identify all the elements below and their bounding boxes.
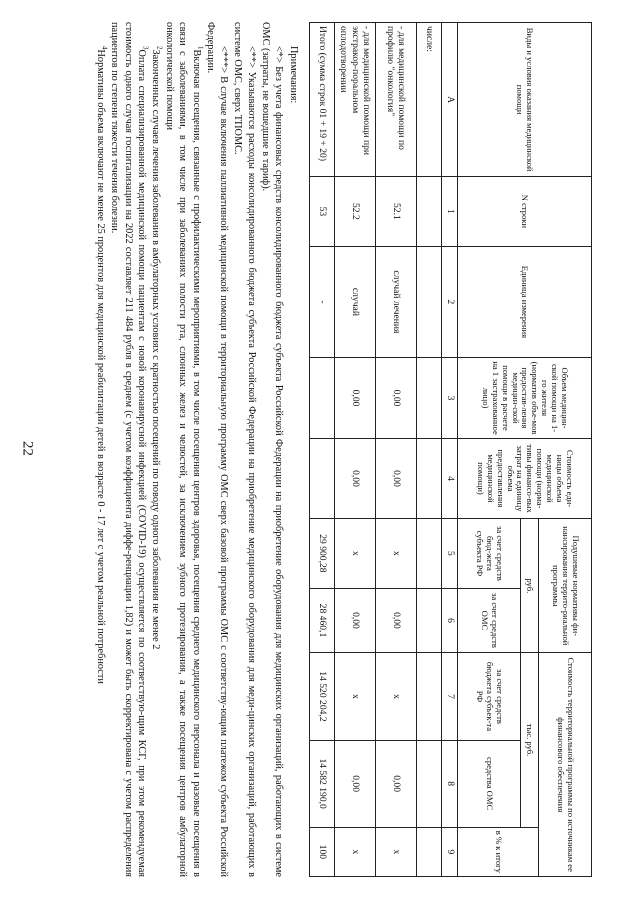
- row-number: 52.1: [376, 177, 417, 246]
- row-percent: 100: [310, 827, 335, 876]
- row-oms-cost: 0,00: [376, 740, 417, 827]
- col-num: 5: [442, 519, 458, 588]
- header-unit-cost: Стоимость еди-ницы объема медицинской помощи (норма-тивы финансо-вых затрат на единицу объема предоставления медицинской помощи): [458, 438, 592, 518]
- header-row-1: [539, 23, 592, 877]
- row-volume: 0,00: [335, 358, 376, 438]
- header-norm-unit: руб.: [521, 519, 539, 653]
- row-oms-norm: 28 460,1: [310, 588, 335, 653]
- row-number: 53: [310, 177, 335, 246]
- rotated-sheet: [32, 22, 592, 882]
- header-program-cost: Стоимость территориальной программы по источникам ее финансового обеспечения: [539, 653, 592, 877]
- table-row: [376, 23, 417, 877]
- row-unit: случай лечения: [376, 246, 417, 358]
- header-volume: Объем медицин-ской помощи на 1-го жителя (норматив объе-мов предостав-ления медицин-ской помощи в расчете на 1 застрахованное лицо): [458, 358, 592, 438]
- footnote-1-mark: 1: [196, 46, 205, 50]
- note-3: <***> В случае включения паллиативной медицинской помощи в территориальную программу ОМС сверх базовой программы ОМС с соответству-ющим платежом субъекта Российской Федерации.: [204, 22, 230, 877]
- row-budget-cost: х: [335, 653, 376, 740]
- row-name: - для медицинской помощи при экстракор-поральном оплодотворении: [335, 23, 376, 177]
- row-budget-cost: х: [376, 653, 417, 740]
- header-oms-2: средства ОМС: [458, 740, 521, 827]
- row-budget-norm: 29 900,28: [310, 519, 335, 588]
- row-unit-cost: 0,00: [376, 438, 417, 518]
- row-volume: [417, 358, 442, 438]
- row-percent: х: [335, 827, 376, 876]
- row-oms-cost: [417, 740, 442, 827]
- row-oms-norm: 0,00: [335, 588, 376, 653]
- header-care-type: Виды и условия оказания медицинской помощи: [458, 23, 592, 177]
- col-num: 9: [442, 827, 458, 876]
- header-budget-rf-2: за счет средств бюджета субъек-та РФ: [458, 653, 521, 740]
- row-volume: 0,00: [376, 358, 417, 438]
- row-number: [417, 177, 442, 246]
- row-volume: [310, 358, 335, 438]
- footnote-2-text: Законченных случаев лечения заболевания в амбулаторных условиях с кратностью посещений по поводу одного заболевания не менее 2: [149, 49, 161, 650]
- notes-section: [93, 22, 300, 877]
- footnote-3: [107, 22, 148, 877]
- footnote-2-mark: 2: [155, 46, 164, 50]
- page-number: 22: [19, 441, 36, 456]
- col-num: 2: [442, 246, 458, 358]
- row-unit: случай: [335, 246, 376, 358]
- header-unit: Единица измерения: [458, 246, 592, 358]
- row-budget-cost: 14 520 204,2: [310, 653, 335, 740]
- header-row-number: N строки: [458, 177, 592, 246]
- row-unit: -: [310, 246, 335, 358]
- row-percent: [417, 827, 442, 876]
- table-row-total: [310, 23, 335, 877]
- header-per-capita-norms: Подушевые нормативы фи-нансирования террито-риальной программы: [539, 519, 592, 653]
- row-unit-cost: [417, 438, 442, 518]
- footnote-1-text: Включая посещения, связанные с профилактическими мероприятиями, в том числе посещения центров здоровья, посещения среднего медицинского персонала и разовые посещения в связи с заболеваниями, в том числе при заболеваниях полости рта, слюнных желез и челюстей, за исключением зубного протезирования, а также посещения центров амбулаторной онкологической помощи: [163, 22, 203, 877]
- col-num: 4: [442, 438, 458, 518]
- row-budget-cost: [417, 653, 442, 740]
- col-num: 8: [442, 740, 458, 827]
- row-oms-norm: [417, 588, 442, 653]
- medical-care-cost-table: [309, 22, 592, 877]
- header-cost-unit: тыс. руб.: [521, 653, 539, 827]
- col-num: 1: [442, 177, 458, 246]
- row-unit: [417, 246, 442, 358]
- col-num: 3: [442, 358, 458, 438]
- footnote-2: [148, 22, 162, 877]
- footnote-4: [93, 22, 107, 877]
- row-number: 52.2: [335, 177, 376, 246]
- col-num: 7: [442, 653, 458, 740]
- header-percent-total: в % к итогу: [458, 827, 539, 876]
- footnote-3-mark: 3: [141, 46, 150, 50]
- row-budget-norm: х: [376, 519, 417, 588]
- footnote-4-text: Нормативы объема включают не менее 25 процентов для медицинской реабилитации детей в возрасте 0 - 17 лет с учетом реальной потребности: [95, 49, 107, 684]
- table-row: [417, 23, 442, 877]
- row-unit-cost: 0,00: [335, 438, 376, 518]
- row-budget-norm: [417, 519, 442, 588]
- row-budget-norm: х: [335, 519, 376, 588]
- footnote-1: [162, 22, 203, 877]
- column-number-row: [442, 23, 458, 877]
- row-oms-norm: 0,00: [376, 588, 417, 653]
- note-2: <**> Указываются расходы консолидированного бюджета субъекта Российской Федерации на приобретение медицинского оборудования для меди-цинских организаций, работающих в системе ОМС, сверх ТПОМС.: [232, 22, 257, 877]
- footnote-4-mark: 4: [100, 46, 109, 50]
- header-budget-rf: за счет средств бюд-жета субъекта РФ: [458, 519, 521, 588]
- row-percent: х: [376, 827, 417, 876]
- notes-title: Примечания:: [288, 46, 299, 104]
- col-num: А: [442, 23, 458, 177]
- table-row: [335, 23, 376, 877]
- row-oms-cost: 14 582 190,0: [310, 740, 335, 827]
- note-1: <*> Без учета финансовых средств консолидированного бюджета субъекта Российской Федерации на приобретение оборудования для медицинских организаций, работающих в системе ОМС (затраты, не вошедшие в тариф).: [259, 22, 285, 877]
- row-unit-cost: [310, 438, 335, 518]
- row-name: - для медицинской помощи по профилю "онкология": [376, 23, 417, 177]
- col-num: 6: [442, 588, 458, 653]
- header-oms: за счет средств ОМС: [458, 588, 521, 653]
- row-oms-cost: 0,00: [335, 740, 376, 827]
- row-name: числе:: [417, 23, 442, 177]
- footnote-3-text: Оплата специализированной медицинской помощи пациентам с новой коронавирусной инфекцией (COVID-19) осуществляется по соответствую-щим КСГ, при этом рекомендуемая стоимость одного случая госпитализации на 2022 составляет 211 484 рубля в среднем (с учетом коэффициента диффе-ренциации 1,82) и может быть скорректирована с учетом распределения пациентов по степени тяжести течения болезни.: [108, 22, 148, 877]
- row-name: Итого (сумма строк 01 + 19 + 20): [310, 23, 335, 177]
